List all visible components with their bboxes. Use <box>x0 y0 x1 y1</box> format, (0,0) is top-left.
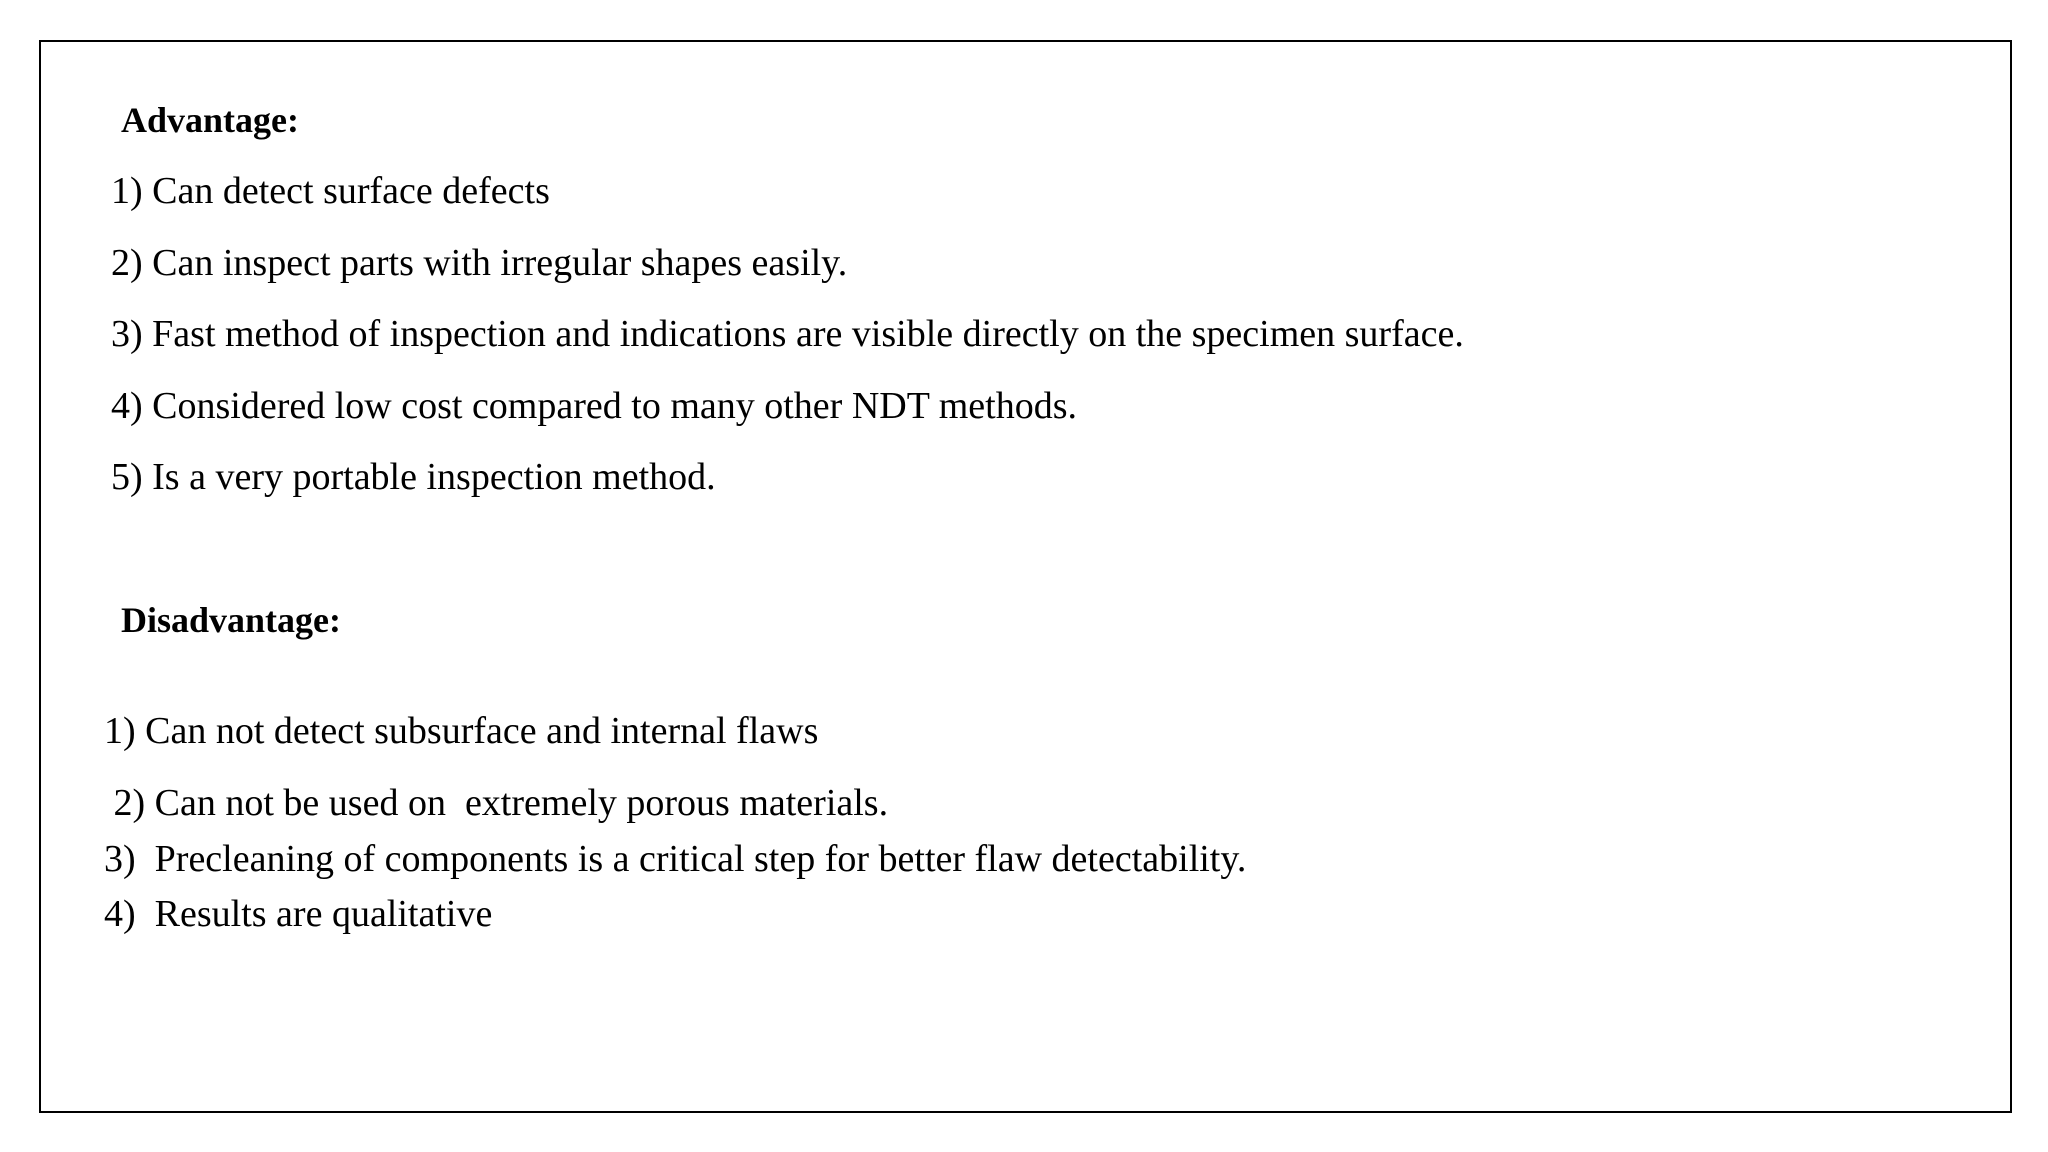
advantage-item-3: 3) Fast method of inspection and indications are visible directly on the specimen surface. <box>111 313 1464 355</box>
advantage-heading: Advantage: <box>121 100 299 140</box>
advantage-item-2: 2) Can inspect parts with irregular shapes easily. <box>111 242 848 284</box>
disadvantage-item-4: 4) Results are qualitative <box>104 893 493 935</box>
disadvantage-item-1: 1) Can not detect subsurface and internal flaws <box>104 710 819 752</box>
advantage-item-1: 1) Can detect surface defects <box>111 170 550 212</box>
disadvantage-item-2: 2) Can not be used on extremely porous materials. <box>104 782 889 824</box>
disadvantage-heading: Disadvantage: <box>121 600 342 640</box>
advantage-item-5: 5) Is a very portable inspection method. <box>111 456 716 498</box>
disadvantage-item-3: 3) Precleaning of components is a critical step for better flaw detectability. <box>104 838 1247 880</box>
advantage-item-4: 4) Considered low cost compared to many other NDT methods. <box>111 385 1077 427</box>
